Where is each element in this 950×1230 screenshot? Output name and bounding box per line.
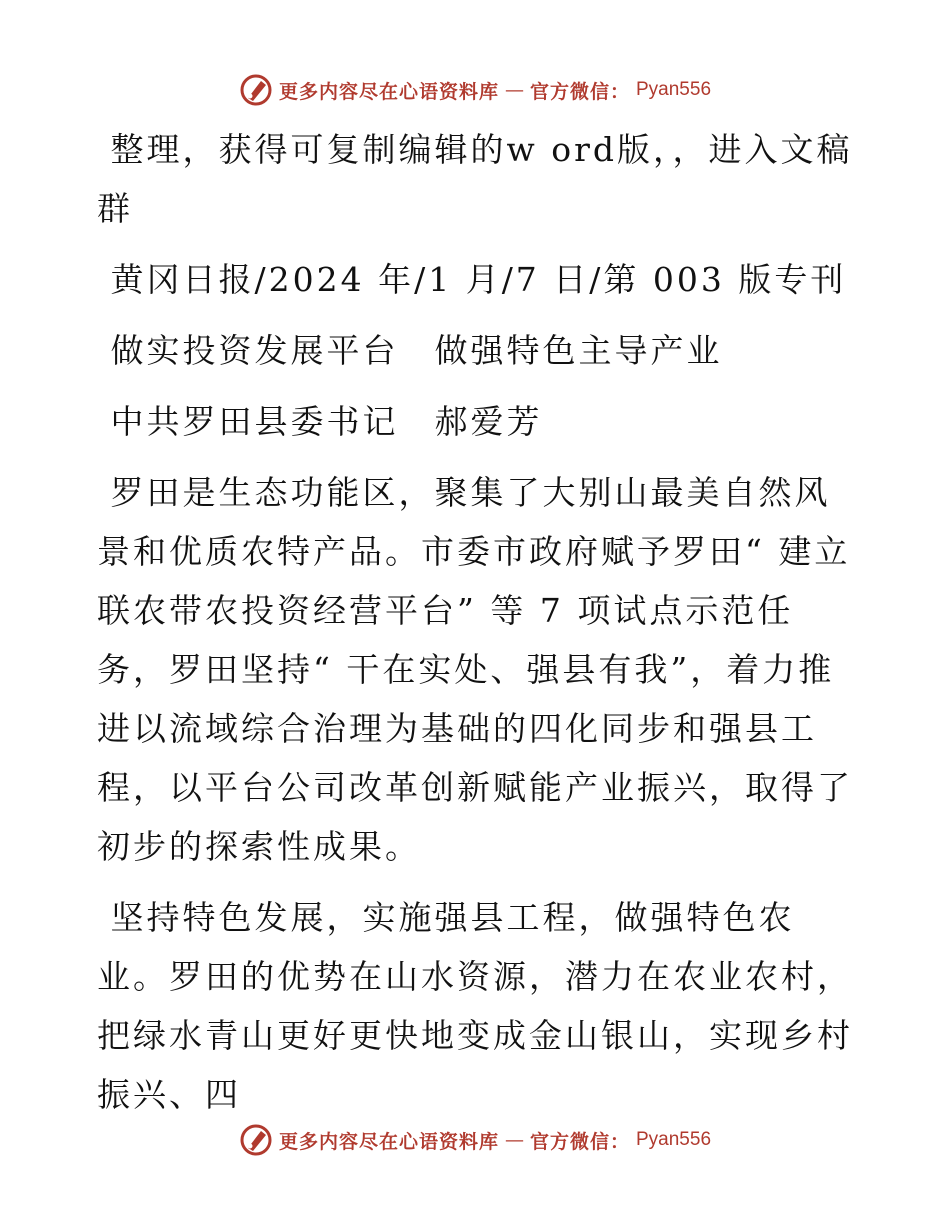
intro-note: 整理，获得可复制编辑的w ord版，，进入文稿群 [97, 130, 853, 228]
author-line: 中共罗田县委书记 郝爱芳 [97, 402, 543, 441]
source-line: 黄冈日报/2024 年/1 月/7 日/第 003 版专刊 [97, 260, 847, 299]
watermark-wechat-id: Pyan556 [636, 79, 712, 100]
footer-watermark [0, 1120, 950, 1160]
header-watermark [0, 70, 950, 110]
watermark-wechat-id: Pyan556 [636, 1129, 712, 1150]
watermark-wechat-label: 官方微信： [529, 80, 630, 103]
pen-logo-icon [239, 1123, 273, 1157]
body-paragraph: 罗田是生态功能区，聚集了大别山最美自然风景和优质农特产品。市委市政府赋予罗田“ 建立联农带农投资经营平台” 等 7 项试点示范任务，罗田坚持“ 干在实处、强县有我”，着力推进以流域综合治理为基础的四化同步和强县工程，以平台公司改革创新赋能产业振兴，取得了初步的探索性成果。 [97, 473, 853, 866]
article-title: 做实投资发展平台 做强特色主导产业 [97, 331, 723, 370]
pen-logo-icon [239, 73, 273, 107]
watermark-separator: — [504, 1129, 524, 1151]
watermark-text: 更多内容尽在心语资料库 [278, 1130, 499, 1153]
body-paragraph: 坚持特色发展，实施强县工程，做强特色农业。罗田的优势在山水资源，潜力在农业农村，把绿水青山更好更快地变成金山银山，实现乡村振兴、四 [97, 898, 853, 1114]
document-body [97, 120, 857, 1136]
watermark-wechat-label: 官方微信： [529, 1130, 630, 1153]
watermark-text: 更多内容尽在心语资料库 [278, 80, 499, 103]
watermark-group [239, 73, 711, 107]
watermark-separator: — [504, 79, 524, 101]
watermark-group [239, 1123, 711, 1157]
